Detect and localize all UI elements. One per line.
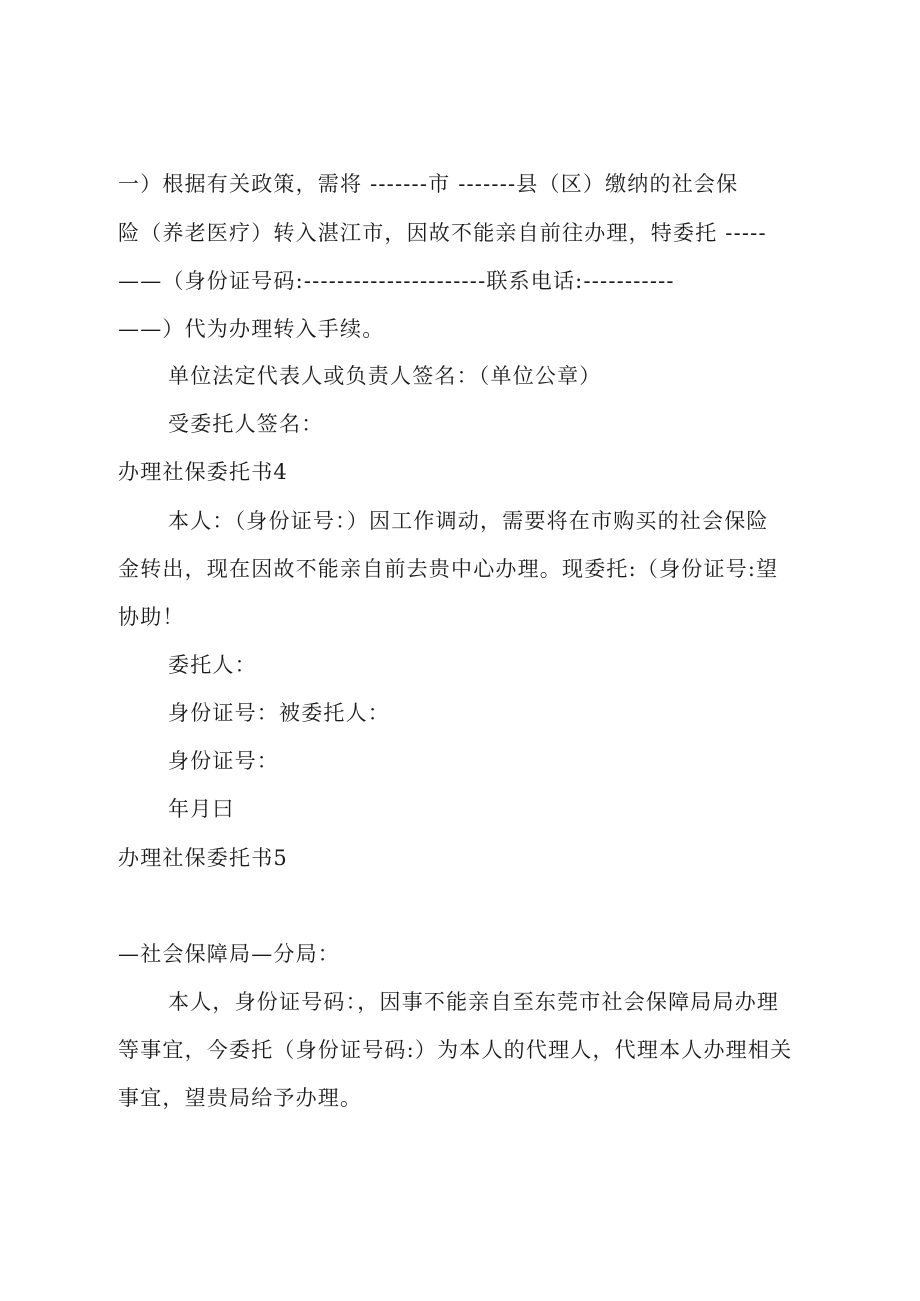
legal-rep-signature-label: 单位法定代表人或负责人签名：（单位公章） — [168, 364, 602, 388]
section4-field-date: 年月曰 — [168, 797, 235, 821]
section1-line-4: ——）代为办理转入手续。 — [118, 317, 385, 341]
heading-authorization-5: 办理社保委托书5 — [118, 846, 288, 870]
trustee-signature-label: 受委托人签名： — [168, 412, 324, 436]
section5-line-2: 等事宜，今委托（身份证号码:）为本人的代理人，代理本人办理相关 — [118, 1038, 793, 1062]
section4-field-id-agent: 身份证号：被委托人： — [168, 701, 390, 725]
section4-line-3: 协助！ — [118, 605, 185, 629]
section5-addressee: —社会保障局—分局： — [118, 942, 340, 966]
section4-field-principal: 委托人： — [168, 653, 257, 677]
section4-field-id: 身份证号： — [168, 749, 279, 773]
section5-line-1: 本人，身份证号码：，因事不能亲自至东莞市社会保障局局办理 — [168, 990, 780, 1014]
section1-line-2: 险（养老医疗）转入湛江市，因故不能亲自前往办理，特委托 ----- — [118, 221, 767, 245]
section4-line-2: 金转出，现在因故不能亲自前去贵中心办理。现委托:（身份证号:望 — [118, 557, 779, 581]
section4-line-1: 本人：（身份证号：）因工作调动，需要将在市购买的社会保险 — [168, 509, 769, 533]
heading-authorization-4: 办理社保委托书4 — [118, 460, 288, 484]
section5-line-3: 事宜，望贵局给予办理。 — [118, 1086, 363, 1110]
section1-line-1: 一）根据有关政策，需将 -------市 -------县（区）缴纳的社会保 — [118, 172, 739, 196]
section1-line-3: ——（身份证号码:----------------------联系电话:----------- — [118, 269, 675, 293]
